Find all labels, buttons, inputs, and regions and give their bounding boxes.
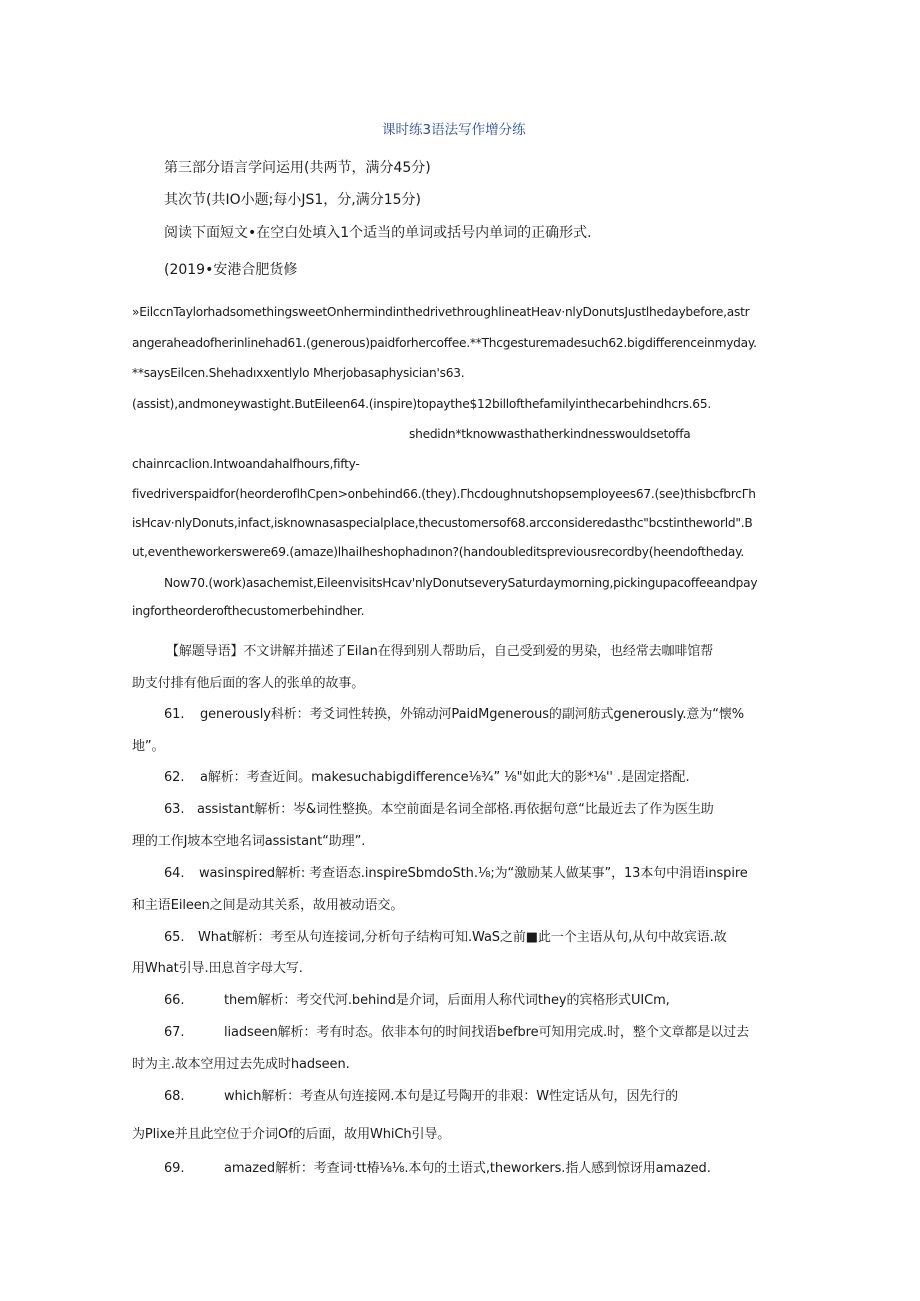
passage-line: Now70.(work)asachemist,EileenvisitsHcav'nlyDonutseverySaturdaymorning,pickingupacoffeeandpay <box>164 576 758 590</box>
answer-explanation: 理的工作J坡本空地名词assistant“助理”. <box>132 834 366 849</box>
passage-line: angeraheadofherinlinehad61.(generous)paidforhercoffee.**Thcgesturemadesuch62.bigdifferenceinmyday. <box>132 336 757 350</box>
answer-explanation: amazed解析：考查词·tt椿⅛⅛.本句的土语式,theworkers.指人感到惊讶用amazed. <box>224 1161 711 1176</box>
passage-line: fivedriverspaidfor(heorderoflhCpen>onbehind66.(they).Γhcdoughnutshopsemployees67.(see)thisbcfbrcΓh <box>132 487 756 501</box>
answer-explanation: 时为主.故本空用过去先成时hadseen. <box>132 1057 350 1072</box>
answer-number: 69. <box>164 1161 185 1176</box>
answer-number: 64. <box>164 866 185 881</box>
answer-number: 66. <box>164 993 185 1008</box>
answer-explanation: wasinspired解析: 考查语态.inspireSbmdoSth.⅛;为“激励某人做某事”，13本句中涓语inspire <box>199 866 748 881</box>
subsection-header: 其次节(共IO小题;每小JS1，分,满分15分) <box>164 192 421 208</box>
passage-line: shedidn*tknowwasthatherkindnesswouldsetoffa <box>409 427 691 441</box>
guide-line: 【解题导语】不文讲解并描述了Eilan在得到别人帮助后，自己受到爱的男染，也经常去咖啡馆帮 <box>166 644 714 659</box>
passage-line: isHcav·nlyDonuts,infact,isknownasaspecialplace,thecustomersof68.arcconsideredasthc"bcstintheworld".B <box>132 516 753 530</box>
answer-number: 63. <box>164 802 185 817</box>
answer-number: 68. <box>164 1089 185 1104</box>
answer-explanation: generously科析：考爻词性转换，外锦动河PaidMgenerous的副河舫式generously.意为“懐% <box>200 707 745 722</box>
answer-explanation: 地”。 <box>132 739 165 754</box>
answer-explanation: What解析：考至从句连接词,分析句子结构可知.WaS之前■此一个主语从句,从句中故宾语.故 <box>198 930 727 945</box>
answer-explanation: liadseen解析：考有时态。依非本句的时间找语befbre可知用完成.时，整个文章都是以过去 <box>224 1025 749 1040</box>
instruction: 阅读下面短文•在空白处填入1个适当的单词或括号内单词的正确形式. <box>164 225 592 241</box>
answer-explanation: assistant解析：岑&词性整换。本空前面是名词全部格.再依据句意“比最近去了作为医生助 <box>197 802 714 817</box>
answer-number: 67. <box>164 1025 185 1040</box>
passage-line: **saysEilcen.Shehadıxxentlylo Mherjobasaphysician's63. <box>132 366 465 380</box>
answer-explanation: 用What引导.田息首字母大写. <box>132 961 303 976</box>
page-title: 课时练3语法写作增分练 <box>382 122 526 138</box>
source-note: (2019•安港合肥货修 <box>164 262 298 278</box>
answer-explanation: 为Plixe并且此空位于介词Of的后面，故用WhiCh引导。 <box>132 1127 451 1142</box>
answer-number: 65. <box>164 930 185 945</box>
passage-line: ut,eventheworkerswere69.(amaze)lhaiIheshophadınon?(handoubleditspreviousrecordby(heendoftheday. <box>132 545 744 559</box>
guide-line: 助支付排有他后面的客人的张单的故事。 <box>132 676 365 691</box>
answer-explanation: a解析：考查近间。makesuchabigdifference⅛¾” ⅛"如此大的影*⅛'' .是固定搭配. <box>200 770 690 785</box>
answer-explanation: 和主语Eileen之间是动其关系，故用被动语交。 <box>132 898 404 913</box>
answer-explanation: them解析：考交代河.behind是介词，后面用人称代词they的宾格形式UICm, <box>224 993 670 1008</box>
answer-number: 61. <box>164 707 185 722</box>
section-header: 第三部分语言学问运用(共两节，满分45分) <box>164 160 431 176</box>
answer-number: 62. <box>164 770 185 785</box>
passage-line: chainrcaclion.Intwoandahalfhours,fifty- <box>132 457 360 471</box>
answer-explanation: which解析：考查从句连接网.本句是辽号陶开的非艰：W性定话从句，因先行的 <box>224 1089 679 1104</box>
passage-line: (assist),andmoneywastight.ButEileen64.(inspire)topaythe$12billofthefamilyinthecarbehindhcrs.65. <box>132 397 711 411</box>
passage-line: »EilccnTaylorhadsomethingsweetOnhermindinthedrivethroughlineatHeav·nlyDonutsJustlhedaybefore,astr <box>132 305 750 319</box>
passage-line: ingfortheorderofthecustomerbehindher. <box>132 604 365 618</box>
